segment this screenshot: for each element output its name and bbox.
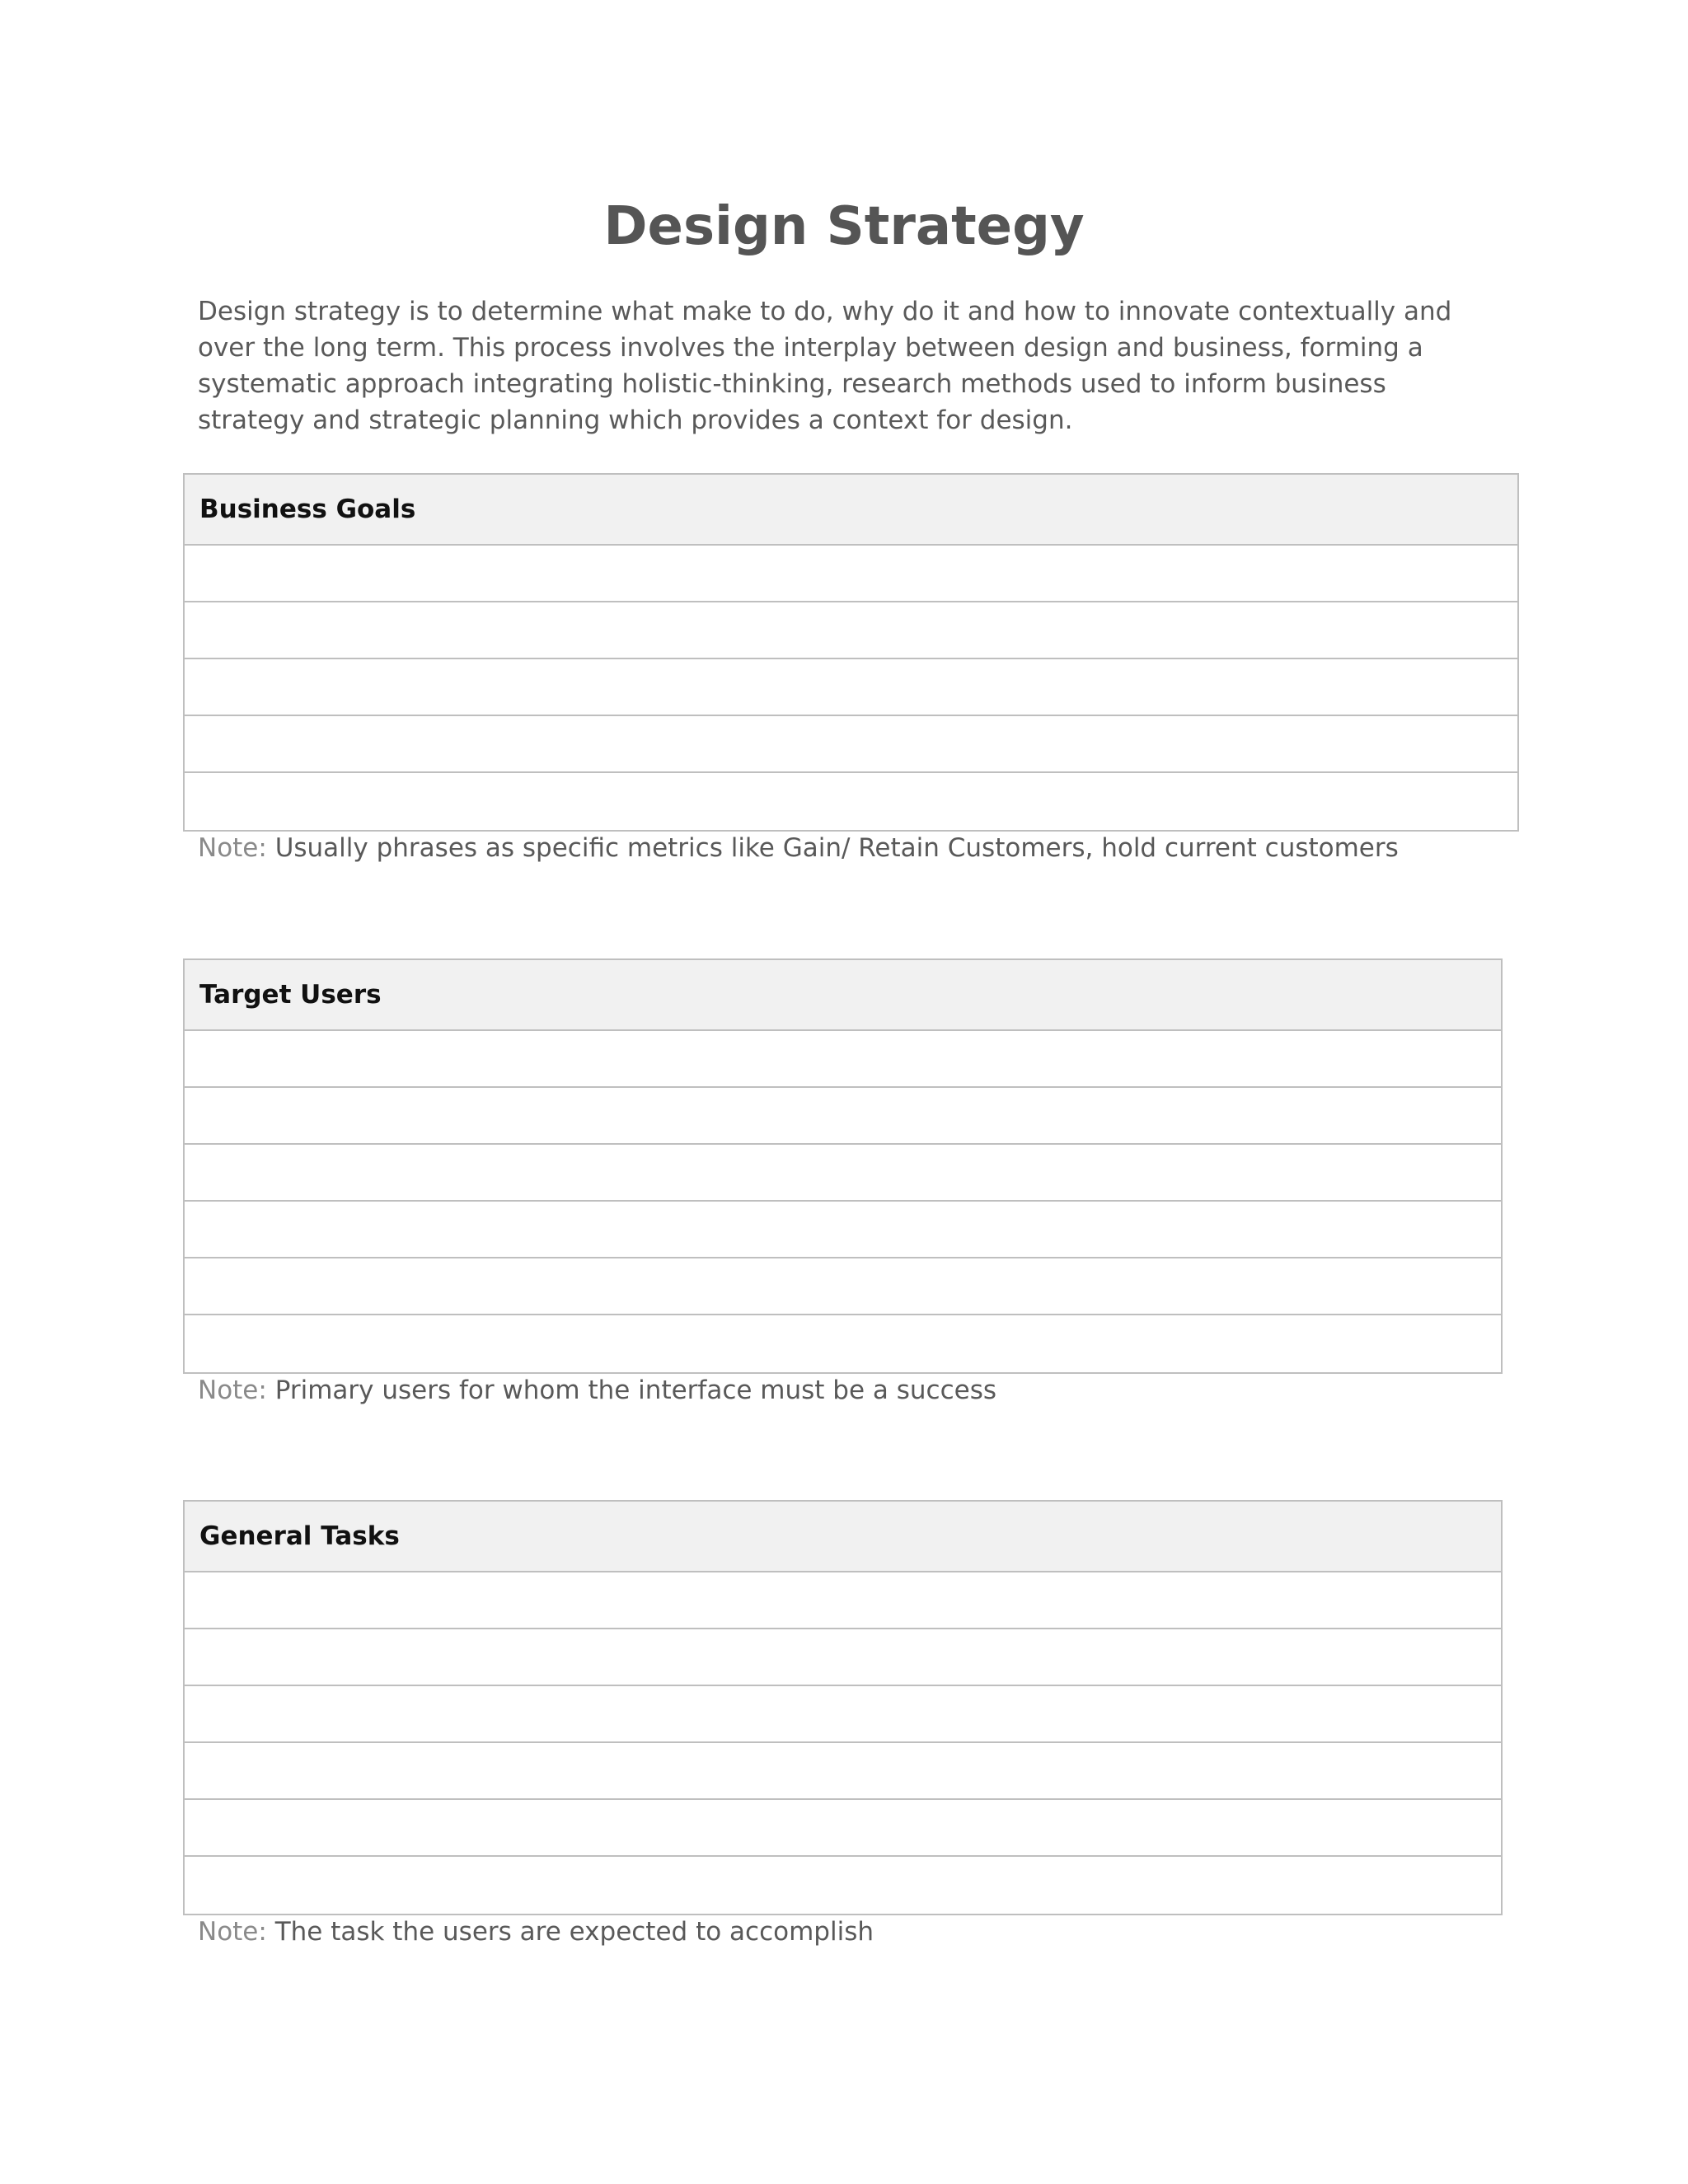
- business-goals-section: [183, 473, 1519, 866]
- general-tasks-header: General Tasks: [185, 1502, 1501, 1572]
- general-tasks-note: [183, 1914, 1503, 1950]
- page-title: Design Strategy: [603, 196, 1085, 257]
- intro-paragraph: Design strategy is to determine what make to do, why do it and how to innovate contextually and over the long term. This process involves the interplay between design and business, forming a systematic approach integrating holistic-thinking, research methods used to inform business strategy and strategic planning which provides a context for design.: [198, 297, 1452, 435]
- target-users-input-row[interactable]: [185, 1088, 1501, 1145]
- business-goals-note: [183, 830, 1519, 866]
- general-tasks-input-row[interactable]: [185, 1857, 1501, 1914]
- note-text: The task the users are expected to accomplish: [274, 1917, 874, 1947]
- target-users-input-row[interactable]: [185, 1258, 1501, 1315]
- general-tasks-input-row[interactable]: [185, 1800, 1501, 1857]
- note-text: Primary users for whom the interface must be a success: [274, 1376, 997, 1405]
- target-users-note: [183, 1372, 1503, 1408]
- target-users-table: [183, 958, 1503, 1374]
- business-goals-header: Business Goals: [185, 475, 1517, 546]
- general-tasks-table: [183, 1500, 1503, 1915]
- business-goals-input-row[interactable]: [185, 716, 1517, 773]
- business-goals-input-row[interactable]: [185, 602, 1517, 659]
- note-text: Usually phrases as specific metrics like Gain/ Retain Customers, hold current customers: [274, 833, 1399, 863]
- target-users-input-row[interactable]: [185, 1202, 1501, 1258]
- general-tasks-section: [183, 1500, 1503, 1950]
- general-tasks-input-row[interactable]: [185, 1686, 1501, 1743]
- target-users-input-row[interactable]: [185, 1315, 1501, 1372]
- note-label: Note:: [198, 1917, 267, 1947]
- target-users-section: [183, 958, 1503, 1408]
- general-tasks-input-row[interactable]: [185, 1572, 1501, 1629]
- business-goals-input-row[interactable]: [185, 546, 1517, 602]
- target-users-input-row[interactable]: [185, 1145, 1501, 1202]
- target-users-input-row[interactable]: [185, 1031, 1501, 1088]
- business-goals-input-row[interactable]: [185, 773, 1517, 830]
- note-label: Note:: [198, 833, 267, 863]
- note-label: Note:: [198, 1376, 267, 1405]
- target-users-header: Target Users: [185, 960, 1501, 1031]
- business-goals-input-row[interactable]: [185, 659, 1517, 716]
- business-goals-table: [183, 473, 1519, 832]
- general-tasks-input-row[interactable]: [185, 1743, 1501, 1800]
- general-tasks-input-row[interactable]: [185, 1629, 1501, 1686]
